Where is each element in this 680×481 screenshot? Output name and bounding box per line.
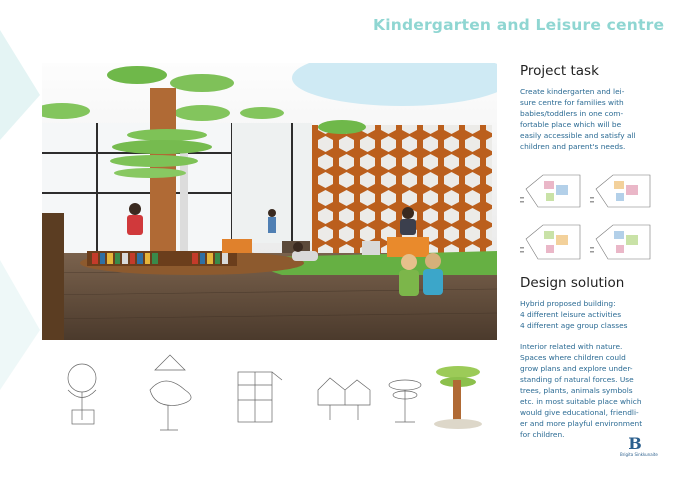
design-solution-summary bbox=[520, 298, 648, 331]
design-text-line: standing of natural forces. Use bbox=[520, 375, 634, 384]
interior-render-image bbox=[42, 63, 497, 340]
design-text-line: for children. bbox=[520, 430, 565, 439]
design-text-line: grow plans and explore under- bbox=[520, 364, 633, 373]
page-title: Kindergarten and Leisure centre bbox=[373, 16, 665, 34]
project-task-text bbox=[520, 86, 648, 152]
project-task-line: Create kindergarten and lei- bbox=[520, 87, 625, 96]
designer-logo bbox=[620, 434, 658, 457]
design-summary-line: Hybrid proposed building: bbox=[520, 299, 616, 308]
design-text-line: etc. in most suitable place which bbox=[520, 397, 642, 406]
design-text-line: trees, plants, animals symbols bbox=[520, 386, 633, 395]
project-task-heading: Project task bbox=[520, 63, 599, 79]
logo-mark: B bbox=[628, 434, 642, 453]
design-text-line: Interior related with nature. bbox=[520, 342, 623, 351]
design-solution-text bbox=[520, 341, 648, 440]
design-summary-line: 4 different leisure activities bbox=[520, 310, 622, 319]
design-text-line: er and more playful environment bbox=[520, 419, 643, 428]
decorative-edge-shape bbox=[0, 0, 40, 481]
logo-name: Brigita Sinkkunaite bbox=[620, 452, 658, 457]
project-task-line: fortable place which will be bbox=[520, 120, 622, 129]
design-solution-heading: Design solution bbox=[520, 275, 625, 291]
project-task-line: easily accessible and satisfy all bbox=[520, 131, 636, 140]
floor-plan-diagrams bbox=[518, 167, 658, 267]
design-text-line: Spaces where children could bbox=[520, 353, 626, 362]
project-task-line: babies/toddlers in one com- bbox=[520, 109, 624, 118]
concept-sketches bbox=[60, 350, 490, 435]
project-task-line: children and parent's needs. bbox=[520, 142, 626, 151]
design-text-line: would give educational, friendli- bbox=[520, 408, 639, 417]
design-summary-line: 4 different age group classes bbox=[520, 321, 628, 330]
project-task-line: sure centre for families with bbox=[520, 98, 624, 107]
